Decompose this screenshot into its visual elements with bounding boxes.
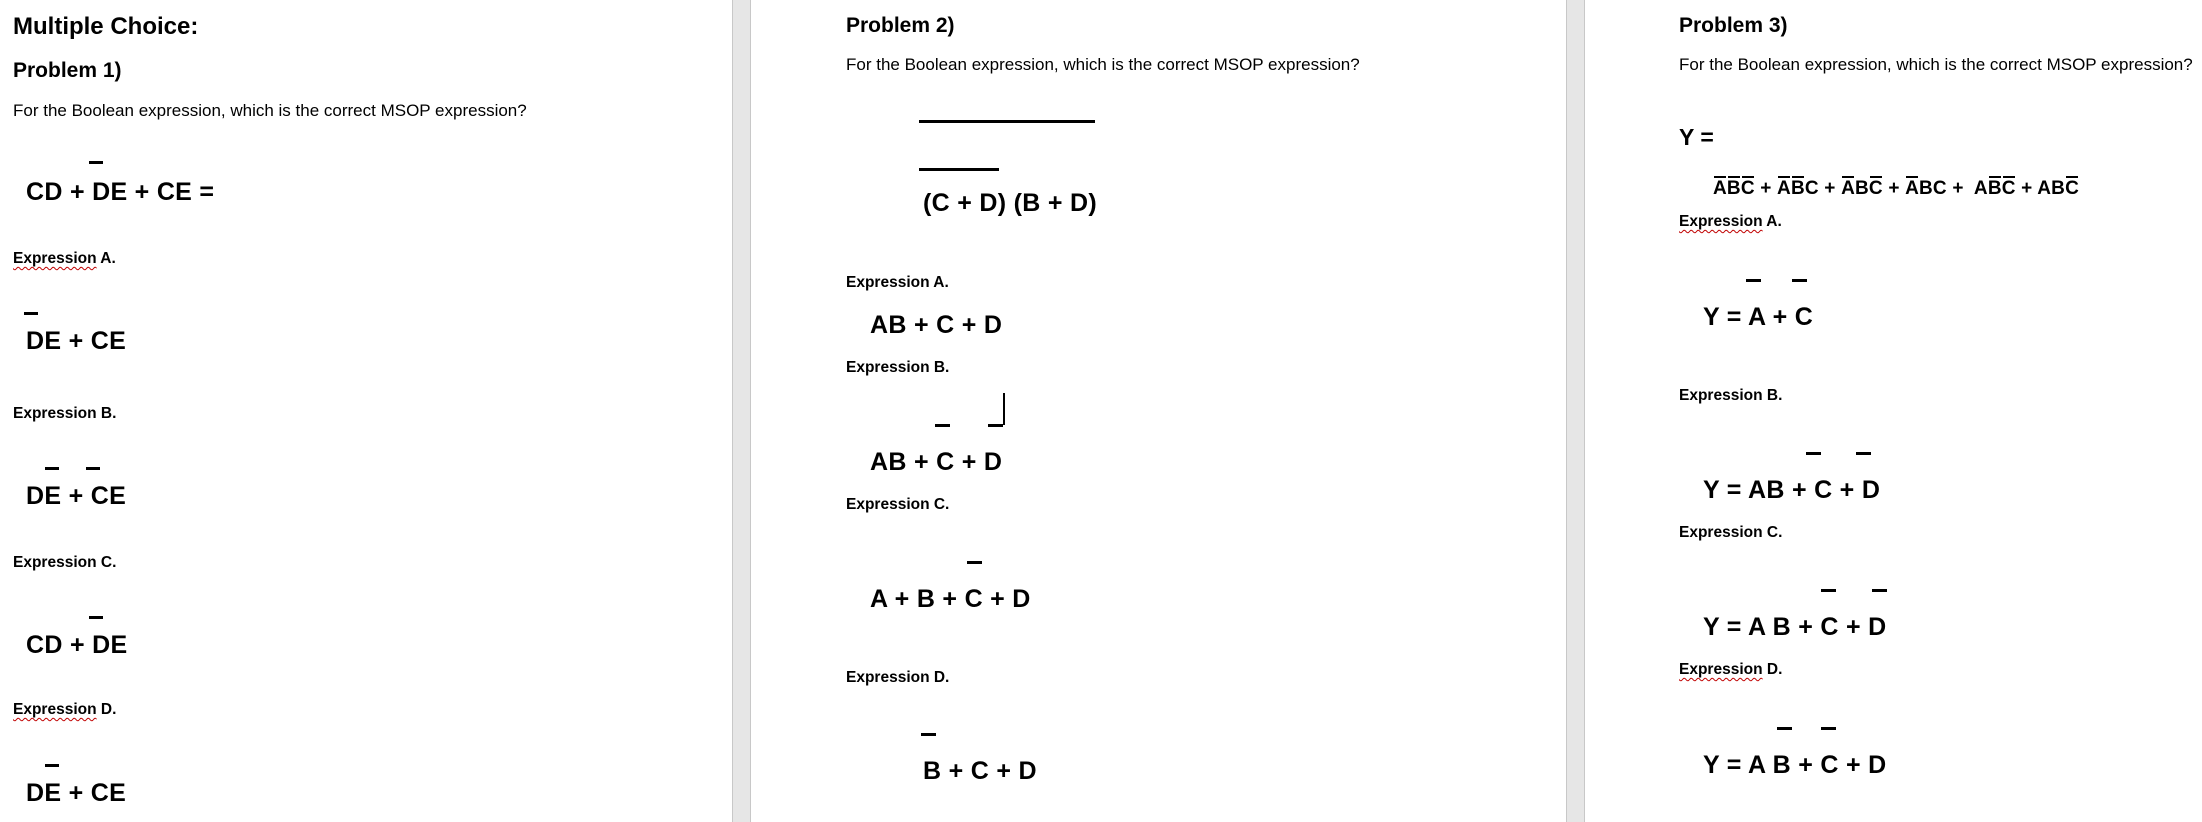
problem-3-answer-c: Y = A B + C + D [1703, 613, 1887, 641]
overbar [967, 561, 982, 564]
sop-term: ABC [1973, 178, 2016, 199]
problem-2-answer-d: B + C + D [923, 757, 1037, 785]
problem-1-answer-a: DE + CE [26, 327, 127, 355]
overbar [1821, 727, 1836, 730]
problem-3-question: For the Boolean expression, which is the correct MSOP expression? [1679, 55, 2193, 74]
page-divider [732, 0, 733, 822]
text-cursor [1003, 393, 1005, 425]
problem-1-answer-c: CD + DE [26, 631, 128, 659]
overbar [1806, 452, 1821, 455]
problem-2-heading: Problem 2) [846, 14, 955, 37]
problem-3-expression: ABC + ABC + ABC + ABC + ABC + ABC [1713, 178, 2079, 199]
page-1 [0, 0, 732, 822]
y-equals: Y = [1679, 124, 1714, 150]
expression-c-label: Expression C. [846, 496, 950, 513]
section-title: Multiple Choice: [13, 13, 199, 40]
page-divider [1566, 0, 1567, 822]
expression-d-label: Expression D. [13, 701, 117, 718]
overbar [1792, 279, 1807, 282]
overbar [45, 467, 59, 470]
sop-term: ABC [1713, 178, 1755, 199]
problem-1-heading: Problem 1) [13, 59, 122, 82]
sop-term: ABC [2037, 178, 2079, 199]
expression-d-label: Expression D. [1679, 661, 1783, 678]
expression-b-label: Expression B. [13, 405, 117, 422]
expression-b-label: Expression B. [846, 359, 950, 376]
overbar [988, 424, 1003, 427]
problem-2-answer-c: A + B + C + D [870, 585, 1031, 613]
expression-c-label: Expression C. [13, 554, 117, 571]
overbar [24, 312, 38, 315]
problem-1-expression: CD + DE + CE = [26, 178, 215, 206]
problem-1-question: For the Boolean expression, which is the correct MSOP expression? [13, 101, 527, 120]
overbar [1821, 589, 1836, 592]
expression-b-label: Expression B. [1679, 387, 1783, 404]
sop-term: ABC [1777, 178, 1819, 199]
problem-3-answer-b: Y = AB + C + D [1703, 476, 1881, 504]
overbar [89, 161, 103, 164]
overbar [1777, 727, 1792, 730]
problem-2-question: For the Boolean expression, which is the correct MSOP expression? [846, 55, 1360, 74]
problem-2-expression: (C + D) (B + D) [923, 189, 1097, 217]
page-2 [751, 0, 1566, 822]
sop-term: ABC [1841, 178, 1883, 199]
page-3 [1585, 0, 2202, 822]
expression-a-label: Expression A. [13, 250, 116, 267]
problem-3-answer-a: Y = A + C [1703, 303, 1814, 331]
overbar [921, 733, 936, 736]
expression-a-label: Expression A. [846, 274, 949, 291]
problem-1-answer-d: DE + CE [26, 779, 127, 807]
expression-d-label: Expression D. [846, 669, 950, 686]
overbar [935, 424, 950, 427]
problem-3-answer-d: Y = A B + C + D [1703, 751, 1887, 779]
overbar [1746, 279, 1761, 282]
expression-a-label: Expression A. [1679, 213, 1782, 230]
problem-1-answer-b: DE + CE [26, 482, 127, 510]
sop-term: ABC [1905, 178, 1947, 199]
expression-c-label: Expression C. [1679, 524, 1783, 541]
overbar [45, 764, 59, 767]
overbar [86, 467, 100, 470]
problem-2-answer-b: AB + C + D [870, 448, 1003, 476]
problem-2-answer-a: AB + C + D [870, 311, 1003, 339]
problem-3-heading: Problem 3) [1679, 14, 1788, 37]
overbar [89, 616, 103, 619]
overbar [919, 120, 1095, 123]
overbar [1856, 452, 1871, 455]
overbar [919, 168, 999, 171]
overbar [1872, 589, 1887, 592]
